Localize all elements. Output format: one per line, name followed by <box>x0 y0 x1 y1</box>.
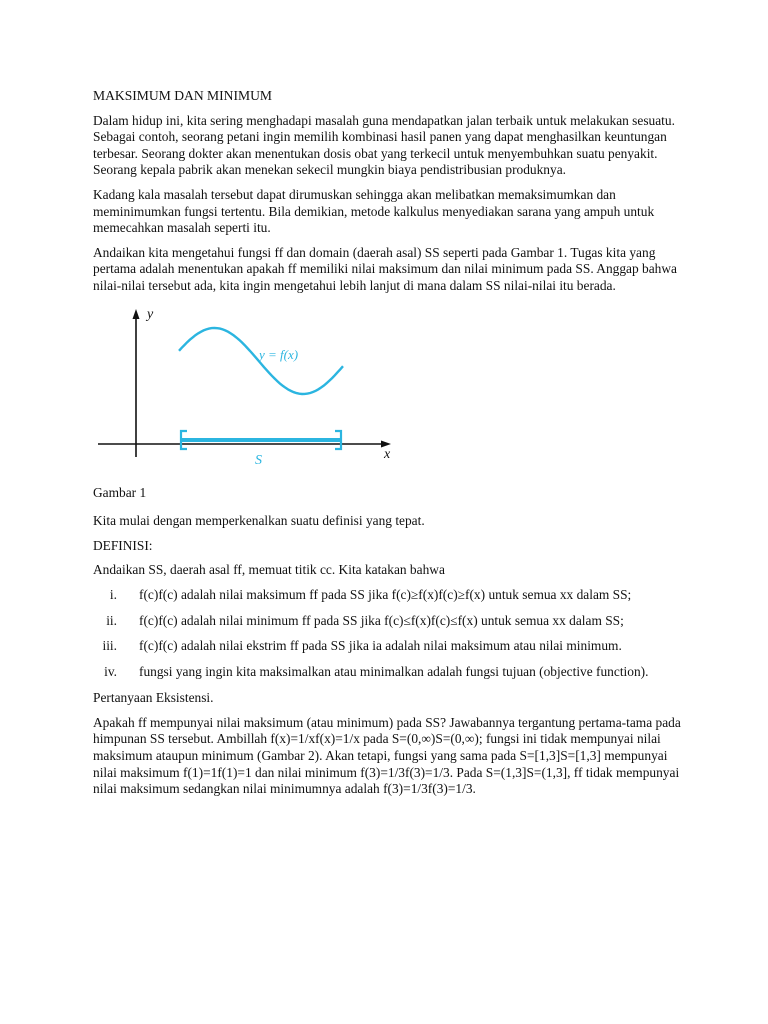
list-item-text: fungsi yang ingin kita maksimalkan atau minimalkan adalah fungsi tujuan (objective function). <box>139 663 649 679</box>
definition-intro: Andaikan SS, daerah asal ff, memuat titik cc. Kita katakan bahwa <box>93 562 445 578</box>
existence-heading: Pertanyaan Eksistensi. <box>93 690 214 706</box>
document-content <box>93 88 683 806</box>
list-item-number: iii. <box>102 638 117 654</box>
list-item-number: iv. <box>104 663 117 679</box>
existence-paragraph: Apakah ff mempunyai nilai maksimum (atau minimum) pada SS? Jawabannya tergantung pertama-tama pada himpunan SS tersebut. Ambillah f(x)=1/xf(x)=1/x pada S=(0,∞)S=(0,∞); fungsi ini tidak mempunyai nilai maksimum ataupun minimum (Gambar 2). Akan tetapi, fungsi yang sama pada S=[1,3]S=[1,3] mempunyai nilai maksimum f(1)=1f(1)=1 dan nilai minimum f(3)=1/3f(3)=1/3. Pada S=(1,3]S=(1,3], ff tidak mempunyai nilai maksimum sedangkan nilai minimumnya adalah f(3)=1/3f(3)=1/3. <box>93 714 681 797</box>
figure-1 <box>93 303 403 475</box>
y-axis-label: y <box>147 306 154 322</box>
paragraph-2: Kadang kala masalah tersebut dapat dirumuskan sehingga akan melibatkan memaksimumkan dan meminimumkan fungsi tertentu. Bila demikian, metode kalkulus menyediakan sarana yang ampuh untuk memecahkan masalah seperti itu. <box>93 186 655 236</box>
y-axis-arrow <box>133 309 140 319</box>
list-item-text: f(c)f(c) adalah nilai maksimum ff pada SS jika f(c)≥f(x)f(c)≥f(x) untuk semua xx dalam SS; <box>139 586 632 602</box>
domain-label: S <box>255 452 262 468</box>
list-item <box>93 638 683 655</box>
list-item <box>93 587 683 604</box>
list-item-number: i. <box>109 586 117 602</box>
list-item-text: f(c)f(c) adalah nilai minimum ff pada SS jika f(c)≤f(x)f(c)≤f(x) untuk semua xx dalam SS; <box>139 612 624 628</box>
list-item-text: f(c)f(c) adalah nilai ekstrim ff pada SS jika ia adalah nilai maksimum atau nilai minimum. <box>139 638 622 654</box>
list-item-number: ii. <box>106 612 117 628</box>
paragraph-1: Dalam hidup ini, kita sering menghadapi masalah guna mendapatkan jalan terbaik untuk melakukan sesuatu. Sebagai contoh, seorang petani ingin memilih kombinasi hasil panen yang dapat menghasilkan keuntungan terbesar. Seorang dokter akan menentukan dosis obat yang terkecil untuk menyembuhkan suatu penyakit. Seorang kepala pabrik akan menekan sekecil mungkin biaya pendistribusian produknya. <box>93 112 675 178</box>
definition-heading: DEFINISI: <box>93 537 153 553</box>
paragraph-3: Andaikan kita mengetahui fungsi ff dan domain (daerah asal) SS seperti pada Gambar 1. Tugas kita yang pertama adalah menentukan apakah ff memiliki nilai maksimum dan nilai minimum pada SS. Anggap bahwa nilai-nilai tersebut ada, kita ingin mengetahui lebih lanjut di mana dalam SS nilai-nilai itu berada. <box>93 244 677 293</box>
definition-intro-sentence: Kita mulai dengan memperkenalkan suatu definisi yang tepat. <box>93 513 425 529</box>
figure-caption: Gambar 1 <box>93 484 147 500</box>
function-graph <box>93 303 403 475</box>
page-title: MAKSIMUM DAN MINIMUM <box>93 88 272 103</box>
x-axis-label: x <box>384 446 391 462</box>
definition-list <box>93 587 683 680</box>
list-item <box>93 664 683 681</box>
list-item <box>93 613 683 630</box>
curve-label: y = f(x) <box>259 346 299 362</box>
